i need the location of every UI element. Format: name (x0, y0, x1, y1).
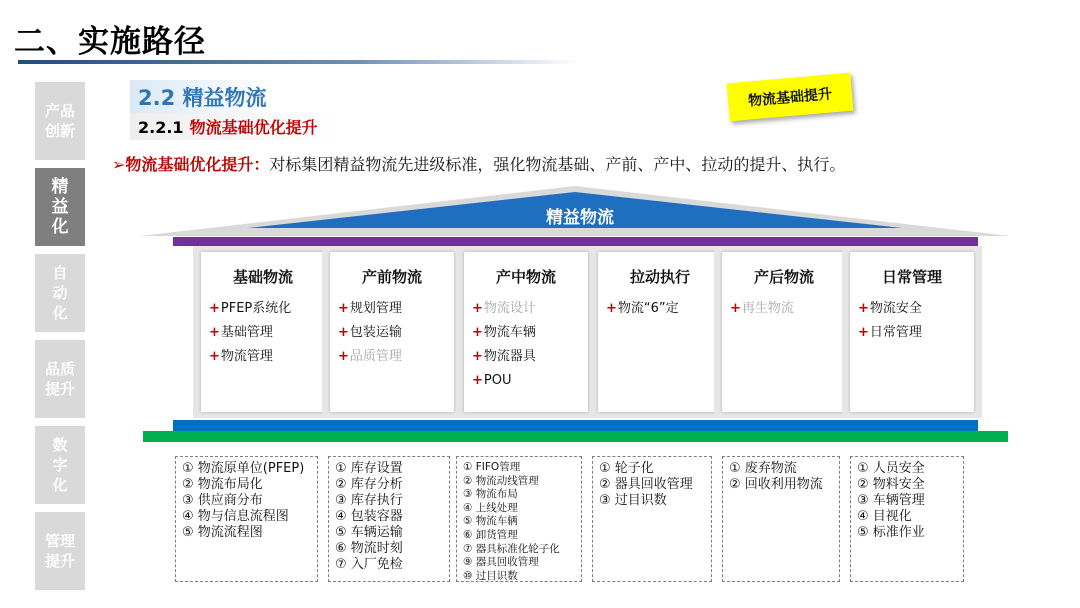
pillar-item-text: 规划管理 (349, 301, 402, 316)
sidebar-item-quality[interactable] (35, 340, 85, 418)
pillar-title: 基础物流 (232, 268, 293, 286)
pillar-item (338, 345, 454, 369)
plus-icon: + (472, 349, 483, 364)
detail-list (463, 461, 575, 583)
detail-item: ① 轮子化 (599, 461, 654, 476)
plus-icon: + (209, 325, 220, 340)
pillar-title: 产前物流 (361, 268, 422, 286)
detail-item: ④ 包装容器 (335, 509, 403, 524)
detail-item: ① 废弃物流 (729, 461, 797, 476)
pillar-title: 拉动执行 (629, 268, 690, 286)
sidebar-item-digital[interactable] (35, 426, 85, 504)
pillar-item (209, 345, 325, 369)
detail-list (857, 461, 957, 541)
detail-item: ① 人员安全 (857, 461, 925, 476)
plus-icon: + (858, 301, 869, 316)
pillar-card (850, 252, 974, 412)
pillar-item (858, 297, 974, 321)
detail-item: ④ 物与信息流程图 (182, 509, 289, 524)
pillar-item (472, 321, 588, 345)
pillar-item (606, 297, 722, 321)
pillar-item-text: 再生物流 (741, 301, 794, 316)
detail-box (175, 456, 318, 582)
pillar-card (722, 252, 846, 412)
detail-item: ② 器具回收管理 (599, 477, 693, 492)
detail-item: ③ 库存执行 (335, 493, 403, 508)
pillar-item-text: PFEP系统化 (220, 301, 292, 316)
detail-list (729, 461, 833, 493)
purple-beam (173, 237, 978, 246)
pillar-item-text: 基础管理 (220, 325, 273, 340)
plus-icon: + (858, 325, 869, 340)
detail-item: ② 物流布局化 (182, 477, 263, 492)
pillar (322, 246, 462, 418)
detail-item: ⑥ 物流时刻 (335, 541, 403, 556)
subsection-title (130, 113, 340, 140)
detail-box (850, 456, 964, 582)
detail-item: ④ 目视化 (857, 509, 912, 524)
detail-item: ② 库存分析 (335, 477, 403, 492)
detail-item: ② 回收利用物流 (729, 477, 823, 492)
pillar-item (209, 297, 325, 321)
plus-icon: + (338, 301, 349, 316)
sidebar-item-management[interactable] (35, 512, 85, 590)
pillar-card (330, 252, 454, 412)
detail-item: ③ 过目识数 (599, 493, 667, 508)
detail-item: ③ 车辆管理 (857, 493, 925, 508)
pillar-item (338, 297, 454, 321)
plus-icon: + (472, 301, 483, 316)
pillar-item (472, 297, 588, 321)
pillar-card (464, 252, 588, 412)
plus-icon: + (209, 301, 220, 316)
detail-item: ① FIFO管理 (463, 461, 521, 473)
plus-icon: + (338, 349, 349, 364)
pillar-item-text: 物流设计 (483, 301, 536, 316)
sidebar-item-automation[interactable] (35, 254, 85, 332)
detail-box (722, 456, 840, 582)
page-title: 二、实施路径 (14, 24, 206, 60)
pillar-list (850, 297, 974, 345)
pillar (456, 246, 596, 418)
sidebar-item-label: 产品 创新 (44, 102, 75, 140)
sidebar-item-label: 管理 提升 (44, 532, 75, 570)
detail-item: ⑤ 物流流程图 (182, 525, 263, 540)
detail-item: ② 物料安全 (857, 477, 925, 492)
pillar-item (858, 321, 974, 345)
subsection-number: 2.2.1 (138, 118, 184, 137)
plus-icon: + (338, 325, 349, 340)
pillar-item-text: 物流器具 (483, 349, 536, 364)
description-lead: 物流基础优化提升： (125, 155, 270, 174)
pillar (842, 246, 982, 418)
detail-item: ④ 上线处理 (463, 501, 518, 514)
subsection-text: 物流基础优化提升 (189, 118, 318, 137)
detail-box (328, 456, 450, 582)
plus-icon: + (209, 349, 220, 364)
sidebar-item-label: 自 动 化 (52, 264, 68, 322)
blue-base-beam (173, 420, 978, 431)
sidebar-nav (35, 82, 85, 598)
detail-list (182, 461, 311, 541)
sidebar-item-label: 精 益 化 (51, 177, 69, 237)
detail-item: ③ 供应商分布 (182, 493, 263, 508)
pillar-item-text: 品质管理 (349, 349, 402, 364)
plus-icon: + (472, 373, 483, 388)
detail-list (599, 461, 705, 509)
plus-icon: + (472, 325, 483, 340)
detail-box (592, 456, 712, 582)
sidebar-item-product-innovation[interactable] (35, 82, 85, 160)
description-text: 对标集团精益物流先进级标准，强化物流基础、产前、产中、拉动的提升、执行。 (269, 155, 846, 174)
pillar-list (722, 297, 846, 321)
detail-item: ⑤ 车辆运输 (335, 525, 403, 540)
plus-icon: + (606, 301, 617, 316)
section-title: 2.2 精益物流 (130, 80, 275, 114)
detail-item: ② 物流动线管理 (463, 474, 539, 487)
detail-item: ⑦ 入厂免检 (335, 557, 403, 572)
detail-item: ③ 物流布局 (463, 488, 518, 501)
pillar-title: 产后物流 (753, 268, 814, 286)
pillar-item (209, 321, 325, 345)
detail-item: ⑥ 卸货管理 (463, 528, 518, 541)
detail-item: ⑤ 标准作业 (857, 525, 925, 540)
pillar-item-text: 物流车辆 (483, 325, 536, 340)
detail-list (335, 461, 443, 573)
pillar-item-text: POU (483, 373, 512, 388)
pillar-item-text: 物流管理 (220, 349, 273, 364)
detail-item: ⑨ 器具回收管理 (463, 556, 539, 569)
pillar-list (464, 297, 588, 393)
pillar-item (338, 321, 454, 345)
sidebar-item-lean[interactable] (35, 168, 85, 246)
pillar-card (201, 252, 325, 412)
detail-item: ⑦ 器具标准化轮子化 (463, 542, 560, 555)
pillar-item (472, 369, 588, 393)
pillar-item-text: 包装运输 (349, 325, 402, 340)
pillar-list (201, 297, 325, 369)
sidebar-item-label: 品质 提升 (44, 360, 75, 398)
pillar-item (472, 345, 588, 369)
detail-item: ⑩ 过目识数 (463, 569, 518, 582)
pillar-title: 产中物流 (495, 268, 556, 286)
title-underline (18, 60, 578, 64)
pillar-item (730, 297, 846, 321)
pillar-item-text: 日常管理 (869, 325, 922, 340)
detail-item: ① 物流原单位(PFEP) (182, 461, 305, 476)
sidebar-item-label: 数 字 化 (52, 436, 68, 494)
pillar-item-text: 物流“6”定 (617, 301, 679, 316)
sticky-note: 物流基础提升 (727, 73, 854, 122)
pillar-list (330, 297, 454, 369)
roof-label: 精益物流 (546, 208, 614, 228)
detail-box (456, 456, 582, 582)
pillar-title: 日常管理 (881, 268, 942, 286)
description (112, 152, 845, 175)
pillar (590, 246, 730, 418)
detail-item: ⑤ 物流车辆 (463, 515, 518, 528)
pillar-card (598, 252, 722, 412)
pillar (714, 246, 854, 418)
green-foundation-bar (143, 431, 1008, 442)
pillar-item-text: 物流安全 (869, 301, 922, 316)
pillar-list (598, 297, 722, 321)
arrow-bullet-icon: ➢ (112, 155, 126, 174)
plus-icon: + (730, 301, 741, 316)
pillar (193, 246, 333, 418)
detail-item: ① 库存设置 (335, 461, 403, 476)
